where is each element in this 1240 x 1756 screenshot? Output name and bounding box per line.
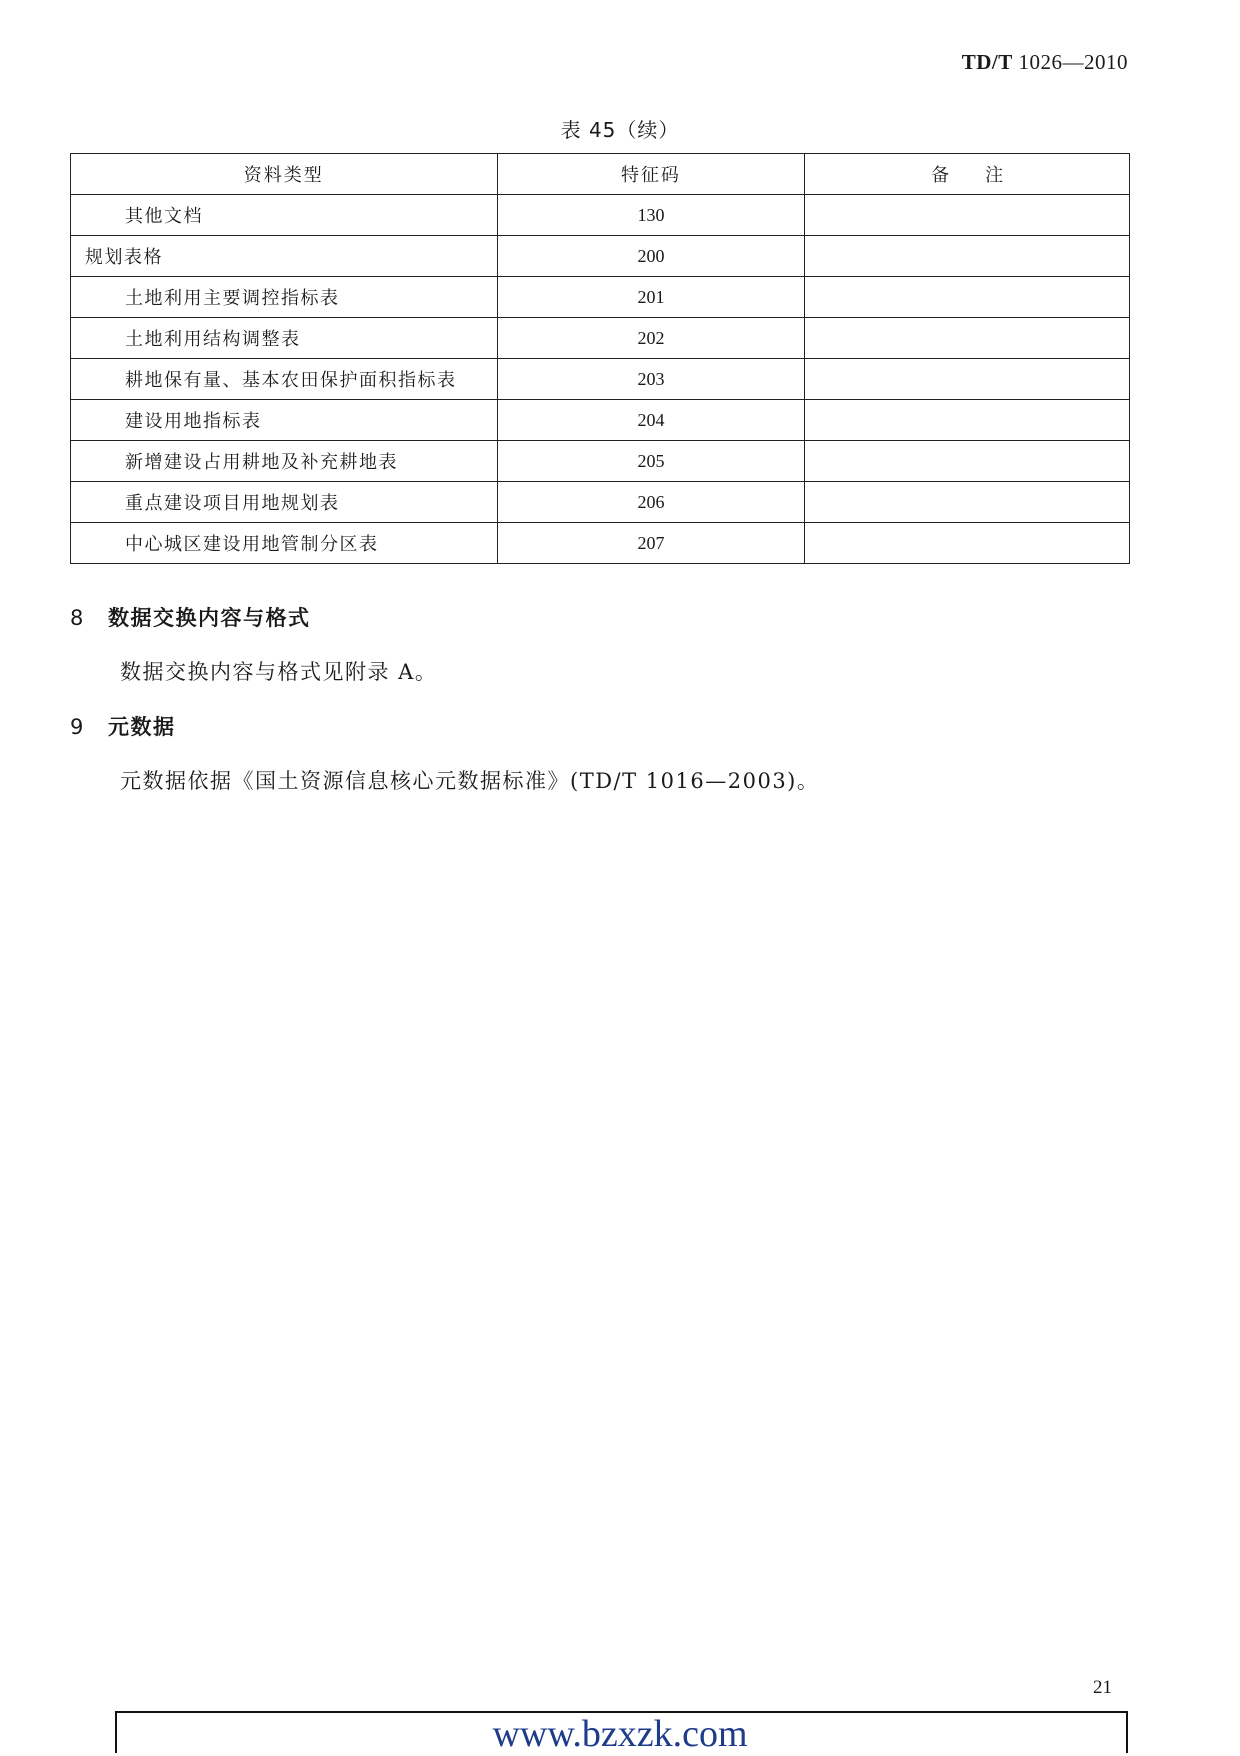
section-number: 8 [70, 606, 85, 630]
table-row [71, 523, 1130, 564]
cell-code: 206 [497, 482, 805, 523]
column-header-code: 特征码 [497, 154, 805, 195]
table-row [71, 482, 1130, 523]
cell-code: 204 [497, 400, 805, 441]
cell-code: 207 [497, 523, 805, 564]
table-row [71, 277, 1130, 318]
table-caption: 表 45（续） [560, 118, 680, 142]
cell-code: 201 [497, 277, 805, 318]
document-code [962, 50, 1128, 75]
column-header-note: 备 注 [805, 154, 1130, 195]
cell-note [805, 523, 1130, 564]
data-type-table [70, 153, 1130, 564]
section-number: 9 [70, 715, 85, 739]
section-title: 元数据 [108, 715, 176, 739]
table-row [71, 400, 1130, 441]
cell-type: 建设用地指标表 [71, 400, 498, 441]
cell-note [805, 318, 1130, 359]
cell-note [805, 482, 1130, 523]
document-code-prefix: TD/T [961, 50, 1013, 74]
cell-type: 土地利用结构调整表 [71, 318, 498, 359]
table-row [71, 359, 1130, 400]
table-row [71, 441, 1130, 482]
section-heading-8 [70, 602, 311, 632]
footer-website-link[interactable]: www.bzxzk.com [492, 1713, 748, 1755]
cell-code: 130 [497, 195, 805, 236]
cell-code: 202 [497, 318, 805, 359]
cell-code: 205 [497, 441, 805, 482]
cell-note [805, 400, 1130, 441]
cell-note [805, 441, 1130, 482]
table-row [71, 236, 1130, 277]
cell-note [805, 359, 1130, 400]
cell-note [805, 277, 1130, 318]
section-heading-9 [70, 711, 176, 741]
cell-type: 新增建设占用耕地及补充耕地表 [71, 441, 498, 482]
document-code-number: 1026—2010 [1018, 50, 1128, 74]
cell-note [805, 195, 1130, 236]
page-number: 21 [1093, 1677, 1112, 1698]
section-body-9: 元数据依据《国土资源信息核心元数据标准》(TD/T 1016—2003)。 [120, 769, 820, 793]
table-header-row [71, 154, 1130, 195]
cell-code: 200 [497, 236, 805, 277]
table-row [71, 195, 1130, 236]
cell-type: 重点建设项目用地规划表 [71, 482, 498, 523]
cell-type: 其他文档 [71, 195, 498, 236]
section-body-8: 数据交换内容与格式见附录 A。 [120, 660, 438, 684]
section-title: 数据交换内容与格式 [108, 606, 311, 630]
cell-code: 203 [497, 359, 805, 400]
cell-type: 土地利用主要调控指标表 [71, 277, 498, 318]
cell-note [805, 236, 1130, 277]
cell-type: 耕地保有量、基本农田保护面积指标表 [71, 359, 498, 400]
column-header-type: 资料类型 [71, 154, 498, 195]
table-row [71, 318, 1130, 359]
cell-type: 中心城区建设用地管制分区表 [71, 523, 498, 564]
cell-type: 规划表格 [71, 236, 498, 277]
